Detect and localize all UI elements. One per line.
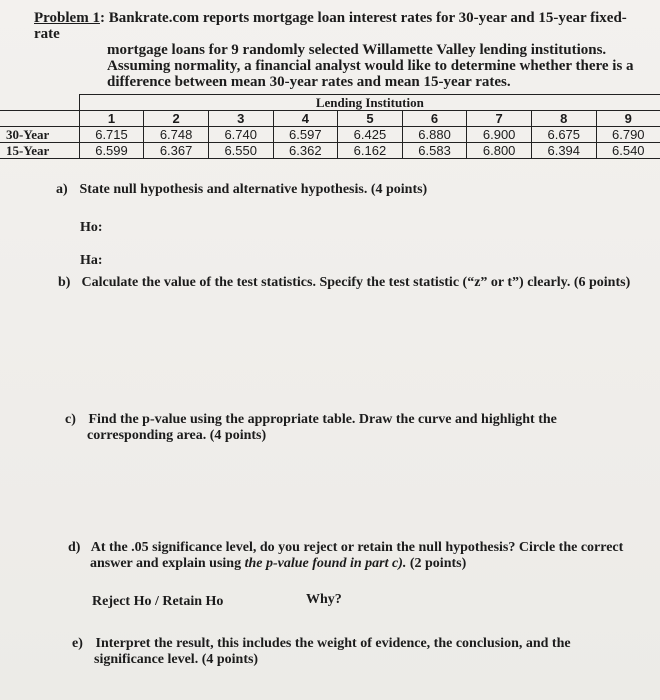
col-header: 5: [338, 111, 403, 127]
table-cell: 6.790: [596, 127, 660, 143]
problem-line-2: mortgage loans for 9 randomly selected Willamette Valley lending institutions.: [107, 42, 607, 58]
table-cell: 6.597: [273, 127, 338, 143]
col-header: 7: [467, 111, 532, 127]
table-cell: 6.367: [144, 143, 209, 159]
table-cell: 6.362: [273, 143, 338, 159]
row-label: 15-Year: [0, 143, 79, 159]
col-header: 2: [144, 111, 209, 127]
problem-line-3: Assuming normality, a financial analyst would like to determine whether there is a: [107, 58, 634, 74]
table-row-15-year: [0, 143, 660, 159]
table-cell: 6.715: [79, 127, 144, 143]
table-cell: 6.162: [338, 143, 403, 159]
table-cell: 6.740: [208, 127, 273, 143]
table-cell: 6.550: [208, 143, 273, 159]
question-e: e) Interpret the result, this includes the weight of evidence, the conclusion, and the significance level. (4 points): [72, 636, 571, 667]
problem-statement: Problem 1: Bankrate.com reports mortgage loan interest rates for 30-year and 15-year fixed-rate mortgage loans for 9 randomly selected Willamette Valley lending institutions. Assuming normality, a financial analyst would like to determine whether there is a difference between mean 30-year rates and mean 15-year rates.: [34, 10, 634, 90]
why-prompt: Why?: [306, 592, 342, 607]
table-cell: 6.748: [144, 127, 209, 143]
problem-line-1: Bankrate.com reports mortgage loan interest rates for 30-year and 15-year fixed-rate: [34, 10, 627, 42]
col-header: 8: [531, 111, 596, 127]
table-cell: 6.394: [531, 143, 596, 159]
null-hypothesis-label: Ho:: [80, 220, 103, 235]
col-header: 6: [402, 111, 467, 127]
problem-line-4: difference between mean 30-year rates and mean 15-year rates.: [107, 74, 511, 90]
table-index-row: [0, 111, 660, 127]
col-header: 1: [79, 111, 144, 127]
table-cell: 6.583: [402, 143, 467, 159]
table-cell: 6.599: [79, 143, 144, 159]
col-header: 4: [273, 111, 338, 127]
table-cell: 6.675: [531, 127, 596, 143]
question-a: a) State null hypothesis and alternative hypothesis. (4 points): [56, 182, 428, 197]
table-header: Lending Institution: [79, 95, 660, 111]
reject-retain-choice: Reject Ho / Retain Ho: [92, 594, 224, 609]
col-header: 3: [208, 111, 273, 127]
question-c: c) Find the p-value using the appropriate table. Draw the curve and highlight the corresponding area. (4 points): [65, 412, 557, 443]
table-cell: 6.425: [338, 127, 403, 143]
table-cell: 6.880: [402, 127, 467, 143]
question-d: d) At the .05 significance level, do you reject or retain the null hypothesis? Circle the correct answer and explain using the p-value found in part c). (2 points): [68, 540, 624, 571]
question-b: b) Calculate the value of the test statistics. Specify the test statistic (“z” or t”) clearly. (6 points): [58, 275, 631, 290]
table-cell: 6.900: [467, 127, 532, 143]
table-row-30-year: [0, 127, 660, 143]
table-cell: 6.800: [467, 143, 532, 159]
alt-hypothesis-label: Ha:: [80, 253, 103, 268]
rates-table: [0, 94, 660, 159]
row-label: 30-Year: [0, 127, 79, 143]
problem-label: Problem 1: [34, 10, 100, 26]
col-header: 9: [596, 111, 660, 127]
table-cell: 6.540: [596, 143, 660, 159]
table-corner: [0, 95, 79, 111]
